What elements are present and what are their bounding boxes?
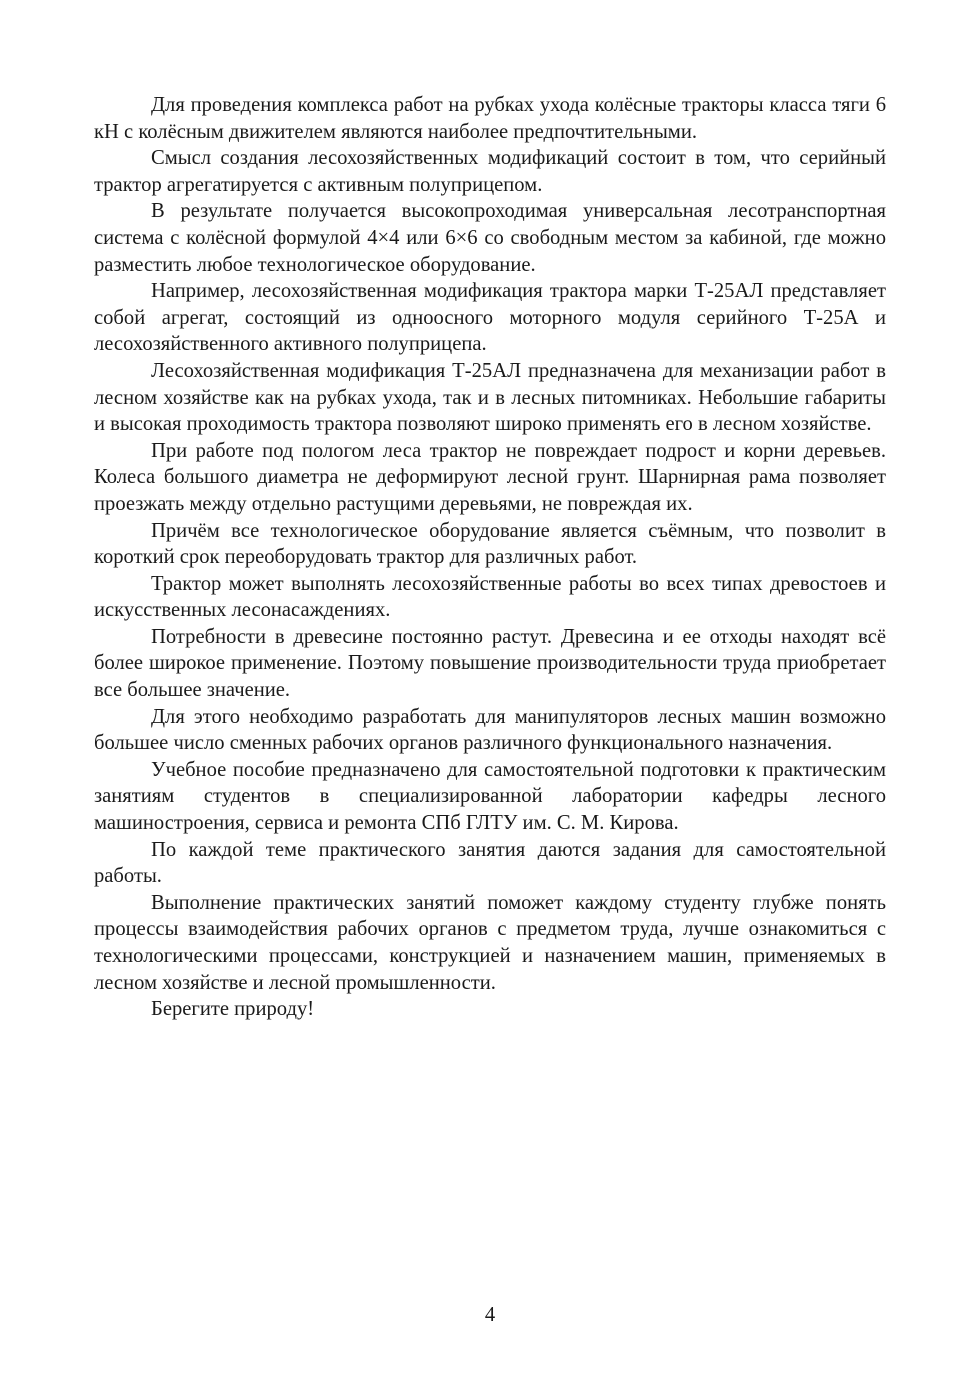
paragraph-12: По каждой теме практического занятия даются задания для самостоятельной работы. — [94, 838, 886, 888]
paragraph-13: Выполнение практических занятий поможет каждому студенту глубже понять процессы взаимодействия рабочих органов с предметом труда, лучше ознакомиться с технологическими процессами, конструкцией и назначением машин, применяемых в лесном хозяйстве и лесной промышленности. — [94, 891, 886, 994]
paragraph-4: Например, лесохозяйственная модификация трактора марки Т-25АЛ представляет собой агрегат, состоящий из одноосного моторного модуля серийного Т-25А и лесохозяйственного активного полуприцепа. — [94, 280, 886, 356]
paragraph-10: Для этого необходимо разработать для манипуляторов лесных машин возможно большее число сменных рабочих органов различного функционального назначения. — [94, 705, 886, 755]
paragraph-1: Для проведения комплекса работ на рубках ухода колёсные тракторы класса тяги 6 кН с колёсным движителем являются наиболее предпочтительными. — [94, 94, 886, 143]
paragraph-5: Лесохозяйственная модификация Т-25АЛ предназначена для механизации работ в лесном хозяйстве как на рубках ухода, так и в лесных питомниках. Небольшие габариты и высокая проходимость трактора позволяют широко применять его в лесном хозяйстве. — [94, 359, 886, 436]
paragraph-3: В результате получается высокопроходимая универсальная лесотранспортная система с колёсной формулой 4×4 или 6×6 со свободным местом за кабиной, где можно разместить любое технологическое оборудование. — [94, 200, 886, 276]
paragraph-11: Учебное пособие предназначено для самостоятельной подготовки к практическим занятиям студентов в специализированной лаборатории кафедры лесного машиностроения, сервиса и ремонта СПб ГЛТУ им. С. М. Кирова. — [94, 758, 886, 835]
document-body — [94, 92, 886, 1023]
paragraph-7: Причём все технологическое оборудование является съёмным, что позволит в короткий срок переоборудовать трактор для различных работ. — [94, 519, 886, 569]
page-number: 4 — [484, 1304, 496, 1326]
paragraph-9: Потребности в древесине постоянно растут. Древесина и ее отходы находят всё более широкое применение. Поэтому повышение производительности труда приобретает все большее значение. — [94, 625, 886, 702]
paragraph-6: При работе под пологом леса трактор не повреждает подрост и корни деревьев. Колеса большого диаметра не деформируют лесной грунт. Шарнирная рама позволяет проезжать между отдельно растущими деревьями, не повреждая их. — [94, 439, 886, 515]
paragraph-14: Берегите природу! — [151, 998, 315, 1021]
paragraph-8: Трактор может выполнять лесохозяйственные работы во всех типах древостоев и искусственных лесонасаждениях. — [94, 572, 886, 622]
paragraph-2: Смысл создания лесохозяйственных модификаций состоит в том, что серийный трактор агрегатируется с активным полуприцепом. — [94, 147, 886, 196]
